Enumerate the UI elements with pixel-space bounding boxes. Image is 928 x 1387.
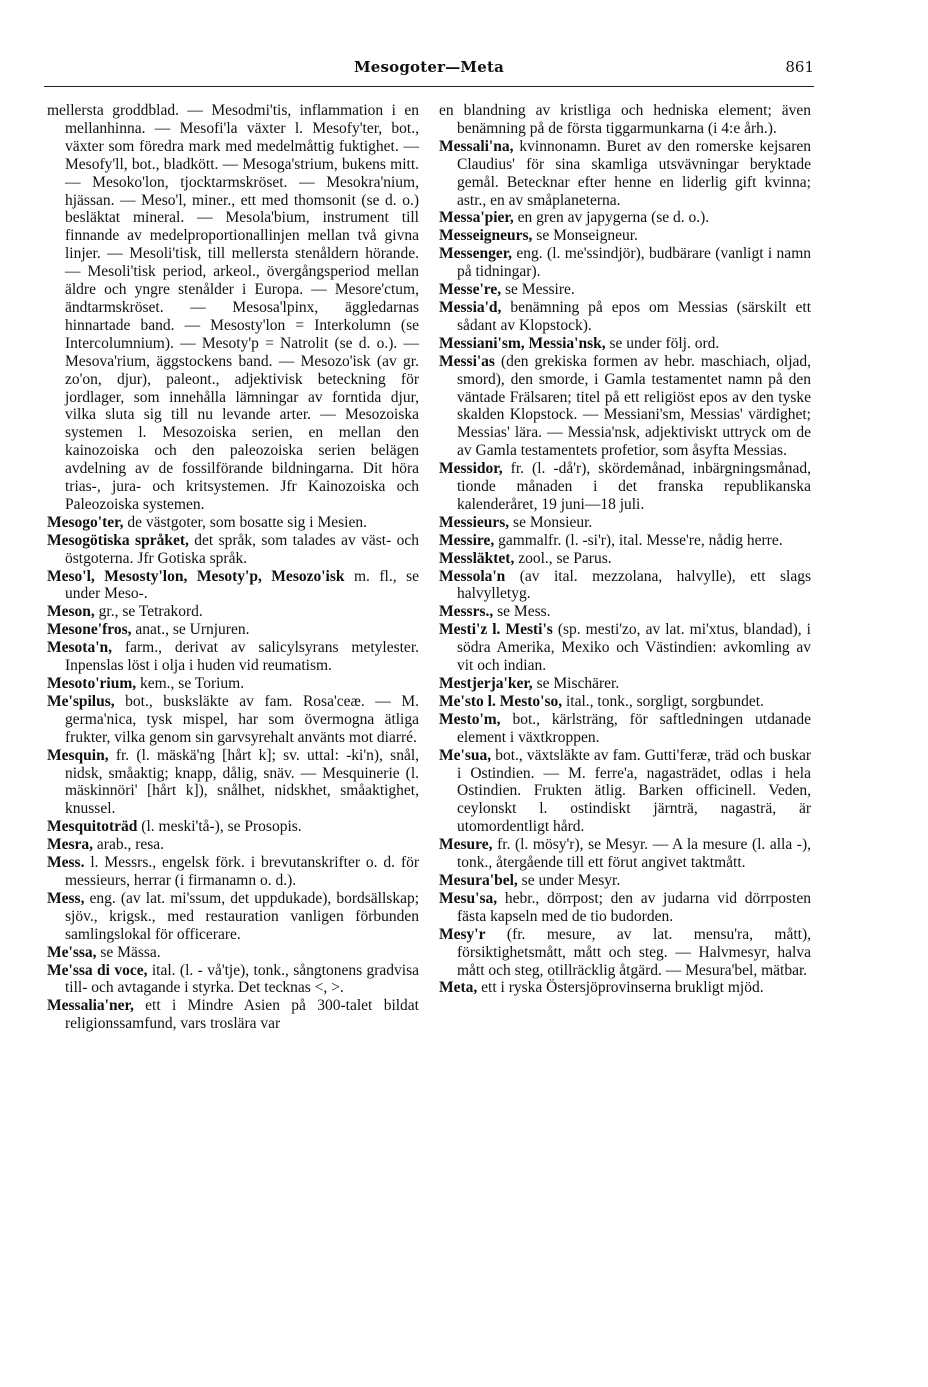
dictionary-entry [439, 353, 811, 460]
entry-definition: se under Mesyr. [521, 871, 621, 889]
entry-definition: (sp. mesti'zo, av lat. mi'xtus, blandad), i södra Amerika, Mexiko och Västindien: avkomling av vit och indian. [457, 621, 811, 675]
entry-headword: Messrs., [439, 603, 494, 621]
entry-headword: Me'sto l. Mesto'so, [439, 692, 563, 710]
entry-definition: de västgoter, som bosatte sig i Mesien. [127, 513, 367, 531]
entry-headword: Mesto'm, [439, 710, 501, 728]
entry-headword: Meson, [47, 603, 95, 621]
entry-definition: se Mischärer. [536, 675, 620, 692]
dictionary-entry [47, 818, 419, 836]
entry-headword: Messieurs, [439, 513, 510, 531]
entry-definition: ett i ryska Östersjöprovinserna brukligt mjöd. [481, 979, 764, 997]
entry-headword: Messi'as [439, 352, 495, 370]
entry-headword: Mesogötiska språket, [47, 531, 189, 549]
entry-headword: Mesure, [439, 836, 493, 854]
entry-headword: Me'ssa, [47, 943, 97, 961]
dictionary-entry [439, 550, 811, 568]
entry-definition: anat., se Urnjuren. [135, 621, 250, 639]
entry-definition: gammalfr. (l. -si'r), ital. Messe're, nådig herre. [498, 531, 783, 549]
page-header [44, 58, 814, 86]
dictionary-entry [439, 621, 811, 675]
entry-definition: fr. (l. mäskä'ng [hårt k]; sv. uttal: -ki'n), snål, nidsk, småaktig; knapp, dålig, snäv. — Mesquinerie (l. mäskinnöri' [hårt k]), snålhet, nidskhet, småaktighet, knussel. [65, 746, 420, 818]
entry-definition: eng. (l. me'ssindjör), budbärare (vanligt i namn på tidningar). [457, 245, 811, 281]
dictionary-entry [47, 836, 419, 854]
entry-headword: Meta, [439, 979, 478, 997]
dictionary-entry [47, 854, 419, 890]
entry-headword: Me'ssa di voce, [47, 961, 148, 979]
entry-headword: Mess. [47, 854, 85, 872]
entry-definition: se Messire. [505, 281, 575, 299]
entry-headword: Mesy'r [439, 925, 486, 943]
entry-definition: (l. meski'tå-), se Prosopis. [141, 818, 302, 836]
entry-definition: bot., busksläkte av fam. Rosa'ceæ. — M. germa'nica, tysk mispel, har som övermogna ätliga frukter, vilka genom sin garvsyrehalt använts mot diarré. [65, 692, 419, 746]
entry-headword: Messeigneurs, [439, 227, 533, 245]
entry-definition: en blandning av kristliga och hedniska element; även benämning på de första tiggarmunkarna (i 4:e årh.). [439, 102, 811, 137]
entry-definition: (fr. mesure, av lat. mensu'ra, mått), försiktighetsmått, mått och steg. — Halvmesyr, halva mått och steg, otillräcklig åtgärd. — Mesura'bel, mätbar. [457, 925, 811, 979]
entry-definition: mellersta groddblad. — Mesodmi'tis, inflammation i en mellanhinna. — Mesofi'la växter l. Mesofy'ter, bot., växter som föredra mark med medelmåttig fuktighet. — Mesofy'll, bot., bladkött. — Mesoga'strium, bukens mitt. — Mesoko'lon, tjocktarmskröset. — Mesokra'nium, hjässan. — Meso'l, miner., ett med thomsonit (se d. o.) besläktat mineral. — Mesola'bium, instrument till finnande av medelproportionallinjen mellan två givna linjer. — Mesoli'tisk, till mellersta stenåldern hörande. — Mesoli'tisk period, arkeol., övergångsperiod mellan äldre och yngre stenålder i Europa. — Mesore'ctum, ändtarmskröset. — Mesosa'lpinx, äggledarnas hinnartade band. — Mesosty'lon = Interkolumn (se Intercolumnium). — Mesoty'p = Natrolit (se d. o.). — Mesova'rium, äggstockens band. — Mesozo'isk (av gr. zo'on, djur), paleont., adjektivisk beteckning för jordlager, som innehålla lämningar av forntida djur, vilka sluta sig till nu levande arter. — Mesozoiska systemen l. Mesozoiska serien, en mellan den kainozoiska och den paleozoiska serien belägen avdelning av de fossilförande bildningarna. Dit höra trias-, jura- och kritsystemen. Jfr Kainozoiska och Paleozoiska systemen. [47, 102, 419, 513]
entry-headword: Messia'd, [439, 298, 502, 316]
left-column [47, 102, 419, 1033]
dictionary-entry [47, 568, 419, 604]
dictionary-entry [47, 514, 419, 532]
dictionary-entry [439, 138, 811, 210]
dictionary-entry [47, 997, 419, 1033]
right-column [439, 102, 811, 997]
entry-definition: en gren av japygerna (se d. o.). [517, 209, 710, 227]
entry-definition: se Mässa. [100, 943, 161, 961]
entry-definition: hebr., dörrpost; den av judarna vid dörrposten fästa kapseln med de tio budorden. [457, 889, 811, 925]
entry-definition: fr. (l. -då'r), skördemånad, inbärgningsmånad, tionde månaden i det franska republikanska kalenderåret, 19 juni—18 juli. [457, 460, 811, 513]
entry-headword: Messe're, [439, 281, 502, 299]
entry-definition: farm., derivat av salicylsyrans metylester. Inpenslas löst i olja i huden vid reumatism. [65, 639, 419, 675]
entry-definition: ital., tonk., sorgligt, sorgbundet. [565, 692, 764, 710]
dictionary-entry [47, 639, 419, 675]
entry-headword: Mesti'z l. Mesti's [439, 621, 553, 639]
entry-definition: det språk, som talades av väst- och östgoterna. Jfr Gotiska språk. [65, 531, 419, 567]
dictionary-entry [439, 926, 811, 980]
dictionary-entry [47, 693, 419, 747]
entry-definition: fr. (l. mösy'r), se Mesyr. — A la mesure (l. alla -), tonk., återgående till ett förut angivet taktmått. [457, 836, 811, 872]
entry-headword: Mesoto'rium, [47, 675, 137, 692]
entry-headword: Messenger, [439, 245, 513, 263]
entry-headword: Me'sua, [439, 746, 492, 764]
dictionary-entry [439, 102, 811, 138]
dictionary-entry [439, 693, 811, 711]
entry-headword: Mesu'sa, [439, 889, 498, 907]
dictionary-entry [439, 532, 811, 550]
dictionary-entry [439, 209, 811, 227]
entry-headword: Mesogo'ter, [47, 513, 124, 531]
entry-definition: se Monseigneur. [536, 227, 638, 245]
entry-headword: Meso'l, Mesosty'lon, Mesoty'p, Mesozo'isk [47, 567, 345, 585]
dictionary-entry [439, 603, 811, 621]
entry-headword: Mesota'n, [47, 639, 113, 657]
dictionary-entry [439, 979, 811, 997]
entry-headword: Mesquitoträd [47, 818, 138, 836]
entry-definition: benämning på epos om Messias (särskilt ett sådant av Klopstock). [457, 298, 812, 334]
entry-headword: Messire, [439, 531, 495, 549]
dictionary-entry [47, 603, 419, 621]
entry-definition: arab., resa. [96, 836, 165, 854]
entry-headword: Messola'n [439, 567, 506, 585]
dictionary-entry [47, 532, 419, 568]
entry-headword: Messidor, [439, 460, 503, 478]
dictionary-entry [439, 747, 811, 837]
entry-headword: Messläktet, [439, 549, 515, 567]
entry-headword: Messali'na, [439, 137, 514, 155]
running-title: Mesogoter—Meta [353, 58, 505, 76]
entry-definition: bot., kärlsträng, för saftledningen utdanade element i växtkroppen. [457, 710, 811, 746]
entry-definition: se Monsieur. [513, 513, 593, 531]
entry-headword: Messiani'sm, Messia'nsk, [439, 334, 606, 352]
dictionary-entry [439, 711, 811, 747]
header-rule [44, 86, 814, 87]
dictionary-entry [47, 944, 419, 962]
entry-definition: zool., se Parus. [518, 549, 612, 567]
entry-headword: Me'spilus, [47, 692, 115, 710]
dictionary-entry [47, 747, 419, 819]
entry-headword: Mesone'fros, [47, 621, 132, 639]
dictionary-entry [439, 675, 811, 693]
dictionary-entry [47, 675, 419, 693]
entry-headword: Mesquin, [47, 746, 109, 764]
dictionary-entry [47, 962, 419, 998]
dictionary-entry [439, 514, 811, 532]
entry-definition: eng. (av lat. mi'ssum, det uppdukade), bordsällskap; sjöv., krigsk., med restauration vanligen förbunden samlingslokal för officerare. [65, 889, 420, 943]
entry-definition: (av ital. mezzolana, halvylle), ett slags halvylletyg. [457, 567, 811, 603]
entry-definition: se under följ. ord. [609, 334, 720, 352]
entry-headword: Mesura'bel, [439, 871, 518, 889]
dictionary-entry [439, 568, 811, 604]
dictionary-entry [439, 299, 811, 335]
dictionary-entry [47, 102, 419, 514]
entry-definition: kvinnonamn. Buret av den romerske kejsaren Claudius' för sina skamliga utsvävningar beryktade gemål. Betecknar efter henne en liderlig gift kvinna; astr., en av småplaneterna. [457, 137, 812, 209]
dictionary-entry [439, 836, 811, 872]
entry-definition: kem., se Torium. [139, 675, 245, 692]
entry-headword: Messalia'ner, [47, 997, 134, 1015]
entry-headword: Mestjerja'ker, [439, 675, 533, 692]
entry-definition: ital. (l. - vå'tje), tonk., sångtonens gradvisa till- och avtagande i styrka. Det tecknas <, >. [65, 961, 419, 997]
entry-definition: l. Messrs., engelsk förk. i brevutanskrifter o. d. för messieurs, herrar (i firmanamn o. d.). [65, 854, 420, 889]
entry-headword: Mess, [47, 889, 85, 907]
dictionary-entry [439, 227, 811, 245]
dictionary-entry [47, 890, 419, 944]
dictionary-entry [47, 621, 419, 639]
entry-definition: (den grekiska formen av hebr. maschiach, oljad, smord), den smorde, i Gamla testamentet namn på den väntade Frälsaren; titel på ett religiöst epos av den tyske skalden Klopstock. — Messiani'sm, Messias' värdighet; Messias' lära. — Messia'nsk, adjektiviskt uttryck om de av Gamla testamentets profetior, som åsyfta Messias. [457, 352, 812, 460]
dictionary-entry [439, 872, 811, 890]
entry-headword: Messa'pier, [439, 209, 514, 227]
dictionary-entry [439, 335, 811, 353]
entry-headword: Mesra, [47, 836, 94, 854]
dictionary-entry [439, 245, 811, 281]
dictionary-entry [439, 281, 811, 299]
entry-definition: se Mess. [497, 603, 551, 621]
page-number: 861 [785, 58, 814, 76]
dictionary-entry [439, 890, 811, 926]
entry-definition: ett i Mindre Asien på 300-talet bildat religionssamfund, vars troslära var [65, 997, 419, 1033]
dictionary-entry [439, 460, 811, 514]
entry-definition: m. fl., se under Meso-. [65, 567, 419, 603]
entry-definition: bot., växtsläkte av fam. Gutti'feræ, träd och buskar i Ostindien. — M. ferre'a, nagasträdet, odlas i hela Ostindien. Frukten ätlig. Barken officinell. Veden, ceylonskt l. ostindiskt järnträ, nagasträ, är utomordentligt hård. [457, 746, 812, 836]
entry-definition: gr., se Tetrakord. [98, 603, 203, 621]
